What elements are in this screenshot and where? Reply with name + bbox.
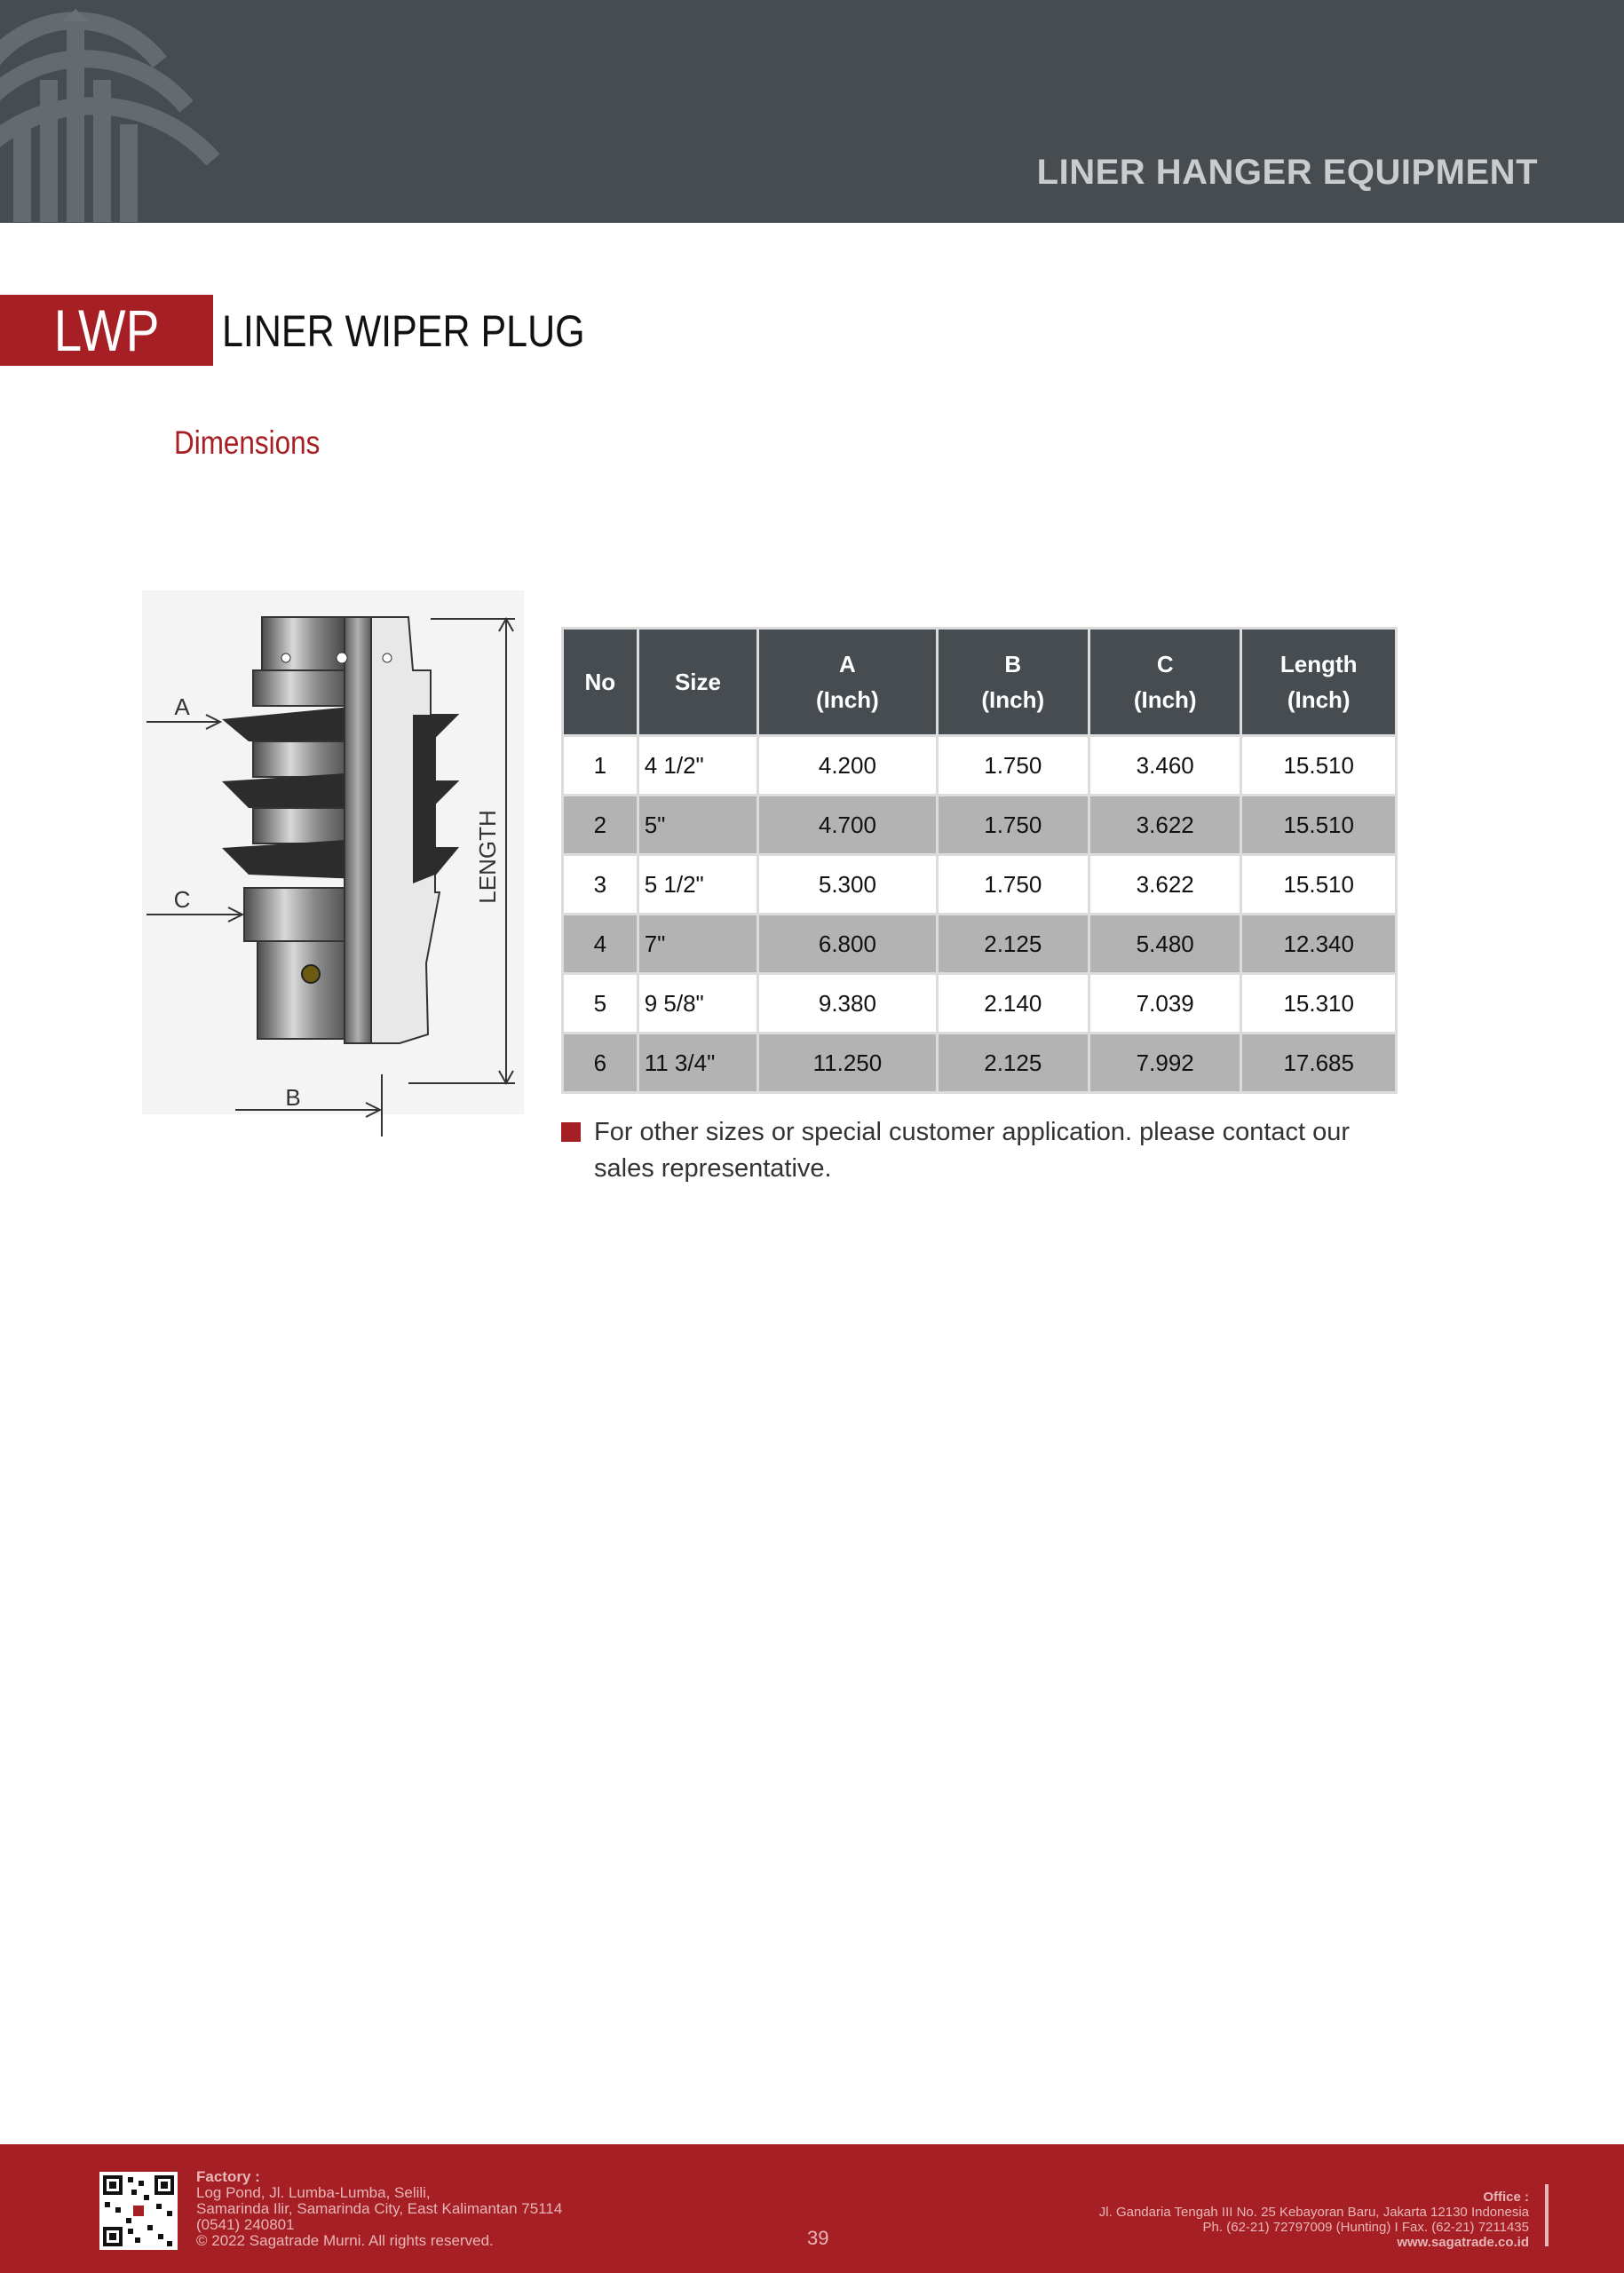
cell-c: 5.480 — [1089, 915, 1241, 974]
label-a: A — [174, 693, 190, 720]
header-length-label: Length — [1279, 651, 1358, 677]
cell-no: 4 — [563, 915, 638, 974]
note-bullet-icon — [561, 1122, 581, 1142]
cell-a: 4.700 — [758, 796, 937, 855]
label-length: LENGTH — [474, 810, 501, 904]
cell-c: 3.460 — [1089, 736, 1241, 796]
cell-size: 5 1/2" — [638, 855, 758, 915]
cell-b: 1.750 — [937, 736, 1089, 796]
header-title: LINER HANGER EQUIPMENT — [1036, 153, 1538, 192]
table-row — [563, 736, 1397, 796]
cell-no: 1 — [563, 736, 638, 796]
cell-size: 11 3/4" — [638, 1034, 758, 1093]
cell-a: 6.800 — [758, 915, 937, 974]
header-size: Size — [638, 629, 758, 736]
table-header-row — [563, 629, 1397, 736]
label-b: B — [285, 1084, 301, 1111]
cell-no: 2 — [563, 796, 638, 855]
cell-c: 7.992 — [1089, 1034, 1241, 1093]
office-divider — [1545, 2184, 1549, 2246]
header-length — [1241, 629, 1397, 736]
table-row — [563, 855, 1397, 915]
header-c-label: C — [1156, 651, 1174, 677]
header-a-label: A — [839, 651, 856, 677]
factory-label: Factory : — [196, 2168, 260, 2185]
office-phone: Ph. (62-21) 72797009 (Hunting) I Fax. (62-21) 7211435 — [1202, 2220, 1529, 2235]
cell-a: 9.380 — [758, 974, 937, 1034]
cell-b: 1.750 — [937, 796, 1089, 855]
office-label: Office : — [1483, 2190, 1529, 2205]
page-number: 39 — [807, 2227, 829, 2249]
header-b-label: B — [1004, 651, 1022, 677]
cell-length: 17.685 — [1241, 1034, 1397, 1093]
header-a — [758, 629, 937, 736]
cell-a: 5.300 — [758, 855, 937, 915]
header-c — [1089, 629, 1241, 736]
table-row — [563, 796, 1397, 855]
table-row — [563, 974, 1397, 1034]
cell-c: 7.039 — [1089, 974, 1241, 1034]
cell-a: 11.250 — [758, 1034, 937, 1093]
factory-line-1: Log Pond, Jl. Lumba-Lumba, Selili, — [196, 2184, 431, 2201]
factory-line-2: Samarinda Ilir, Samarinda City, East Kalimantan 75114 — [196, 2200, 563, 2217]
cell-length: 12.340 — [1241, 915, 1397, 974]
cell-size: 7" — [638, 915, 758, 974]
latch-pin — [302, 965, 320, 983]
table-row — [563, 1034, 1397, 1093]
header-band — [0, 0, 1624, 223]
cell-length: 15.510 — [1241, 736, 1397, 796]
factory-phone: (0541) 240801 — [196, 2216, 295, 2233]
company-logo-icon — [0, 9, 231, 222]
lower-collar — [244, 888, 360, 941]
cell-b: 2.125 — [937, 915, 1089, 974]
cell-b: 2.125 — [937, 1034, 1089, 1093]
cell-size: 5" — [638, 796, 758, 855]
product-name — [222, 300, 644, 362]
office-address-line: Jl. Gandaria Tengah III No. 25 Kebayoran Baru, Jakarta 12130 Indonesia — [1098, 2205, 1529, 2220]
section-title — [174, 424, 345, 462]
cell-length: 15.310 — [1241, 974, 1397, 1034]
cell-no: 3 — [563, 855, 638, 915]
header-a-unit: (Inch) — [816, 686, 879, 713]
office-address — [1099, 2190, 1529, 2250]
product-code-tag — [0, 295, 213, 366]
cell-b: 1.750 — [937, 855, 1089, 915]
factory-address — [196, 2169, 562, 2249]
cell-no: 6 — [563, 1034, 638, 1093]
website-link[interactable]: www.sagatrade.co.id — [1397, 2235, 1529, 2250]
cell-c: 3.622 — [1089, 855, 1241, 915]
header-length-unit: (Inch) — [1287, 686, 1351, 713]
header-c-unit: (Inch) — [1133, 686, 1197, 713]
header-b-unit: (Inch) — [981, 686, 1045, 713]
cell-no: 5 — [563, 974, 638, 1034]
copyright: © 2022 Sagatrade Murni. All rights reserved. — [196, 2232, 494, 2249]
port-hole-3 — [383, 653, 392, 662]
port-hole-2 — [337, 653, 347, 663]
cell-c: 3.622 — [1089, 796, 1241, 855]
cell-length: 15.510 — [1241, 796, 1397, 855]
label-c: C — [173, 886, 191, 913]
product-code: LWP — [53, 297, 160, 363]
section-title-text: Dimensions — [174, 424, 321, 461]
product-name-text: LINER WIPER PLUG — [222, 306, 585, 356]
wiper-plug-drawing — [142, 590, 551, 1141]
table-row — [563, 915, 1397, 974]
cell-size: 4 1/2" — [638, 736, 758, 796]
port-hole-1 — [281, 653, 290, 662]
dimensions-table — [561, 627, 1398, 1094]
top-body — [262, 617, 351, 670]
note-text: For other sizes or special customer application. please contact our sales representative. — [594, 1118, 1351, 1183]
qr-code-icon — [99, 2172, 178, 2250]
cell-b: 2.140 — [937, 974, 1089, 1034]
cell-size: 9 5/8" — [638, 974, 758, 1034]
cell-length: 15.510 — [1241, 855, 1397, 915]
center-mandrel — [345, 617, 371, 1043]
header-b — [937, 629, 1089, 736]
cell-a: 4.200 — [758, 736, 937, 796]
header-no: No — [563, 629, 638, 736]
